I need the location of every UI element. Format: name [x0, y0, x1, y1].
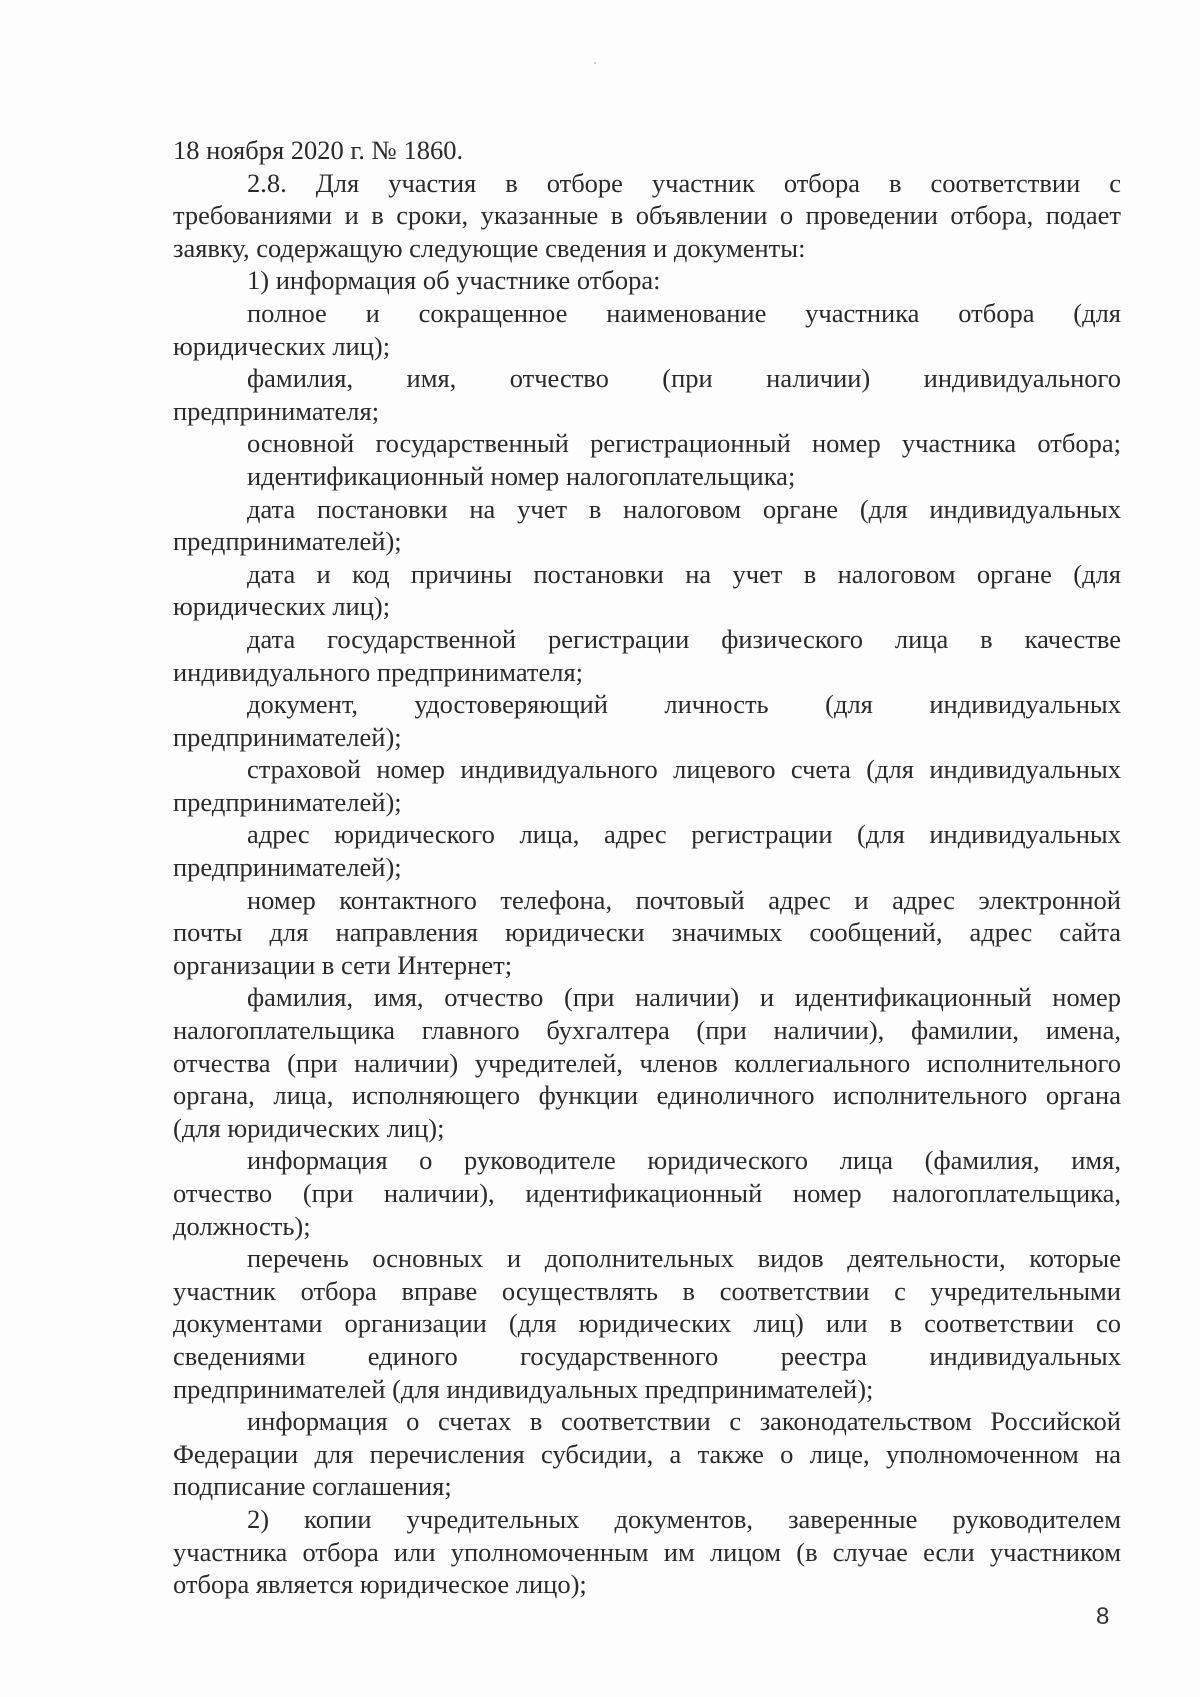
- text-line: дата и код причины постановки на учет в налоговом органе (для: [247, 558, 1121, 589]
- text-line: перечень основных и дополнительных видов деятельности, которые: [247, 1243, 1121, 1274]
- text-line: Федерации для перечисления субсидии, а также о лице, уполномоченном на: [173, 1438, 1121, 1469]
- text-line: номер контактного телефона, почтовый адрес и адрес электронной: [247, 884, 1121, 915]
- text-line: участник отбора вправе осуществлять в соответствии с учредительными: [173, 1275, 1121, 1306]
- text-line: предпринимателей);: [173, 786, 402, 817]
- text-line: 18 ноября 2020 г. № 1860.: [173, 135, 464, 165]
- text-line: должность);: [173, 1210, 311, 1241]
- text-line: фамилия, имя, отчество (при наличии) индивидуального: [247, 363, 1121, 394]
- scan-speck: [594, 62, 596, 64]
- text-line: предпринимателя;: [173, 395, 380, 426]
- text-line: основной государственный регистрационный номер участника отбора;: [247, 428, 1121, 459]
- text-line: полное и сокращенное наименование участника отбора (для: [247, 297, 1121, 328]
- text-line: юридических лиц);: [173, 591, 391, 622]
- text-line: предпринимателей (для индивидуальных предпринимателей);: [173, 1373, 874, 1404]
- text-line: адрес юридического лица, адрес регистрации (для индивидуальных: [247, 819, 1121, 850]
- text-line: идентификационный номер налогоплательщика;: [247, 460, 796, 491]
- text-line: участника отбора или уполномоченным им лицом (в случае если участником: [173, 1536, 1121, 1567]
- text-line: 2) копии учредительных документов, заверенные руководителем: [247, 1503, 1121, 1534]
- text-line: предпринимателей);: [173, 852, 402, 883]
- text-line: организации в сети Интернет;: [173, 949, 513, 980]
- text-line: налогоплательщика главного бухгалтера (при наличии), фамилии, имена,: [173, 1015, 1121, 1046]
- text-line: отбора является юридическое лицо);: [173, 1569, 587, 1600]
- text-line: почты для направления юридически значимых сообщений, адрес сайта: [173, 917, 1121, 948]
- text-line: 2.8. Для участия в отборе участник отбора в соответствии с: [247, 167, 1121, 198]
- text-line: требованиями и в сроки, указанные в объявлении о проведении отбора, подает: [173, 200, 1121, 231]
- text-line: документами организации (для юридических лиц) или в соответствии со: [173, 1308, 1121, 1339]
- text-line: дата постановки на учет в налоговом органе (для индивидуальных: [247, 493, 1121, 524]
- text-line: отчества (при наличии) учредителей, членов коллегиального исполнительного: [173, 1047, 1121, 1078]
- text-line: страховой номер индивидуального лицевого счета (для индивидуальных: [247, 754, 1121, 785]
- text-line: отчество (при наличии), идентификационный номер налогоплательщика,: [173, 1178, 1121, 1208]
- text-line: индивидуального предпринимателя;: [173, 656, 584, 687]
- text-line: органа, лица, исполняющего функции единоличного исполнительного органа: [173, 1080, 1121, 1111]
- text-line: 1) информация об участнике отбора:: [247, 265, 661, 296]
- text-line: сведениями единого государственного реестра индивидуальных: [173, 1340, 1121, 1371]
- text-line: юридических лиц);: [173, 330, 391, 361]
- text-line: подписание соглашения;: [173, 1471, 452, 1502]
- text-line: информация о руководителе юридического лица (фамилия, имя,: [247, 1145, 1121, 1176]
- text-line: документ, удостоверяющий личность (для индивидуальных: [247, 689, 1121, 720]
- text-line: заявку, содержащую следующие сведения и документы:: [173, 232, 806, 263]
- text-line: предпринимателей);: [173, 526, 402, 557]
- text-line: предпринимателей);: [173, 721, 402, 752]
- text-line: дата государственной регистрации физического лица в качестве: [247, 623, 1121, 654]
- text-line: фамилия, имя, отчество (при наличии) и идентификационный номер: [247, 982, 1121, 1013]
- page-number: 8: [1096, 1603, 1110, 1630]
- document-body: [173, 134, 1121, 1601]
- text-line: (для юридических лиц);: [173, 1112, 445, 1143]
- text-line: информация о счетах в соответствии с законодательством Российской: [247, 1406, 1121, 1437]
